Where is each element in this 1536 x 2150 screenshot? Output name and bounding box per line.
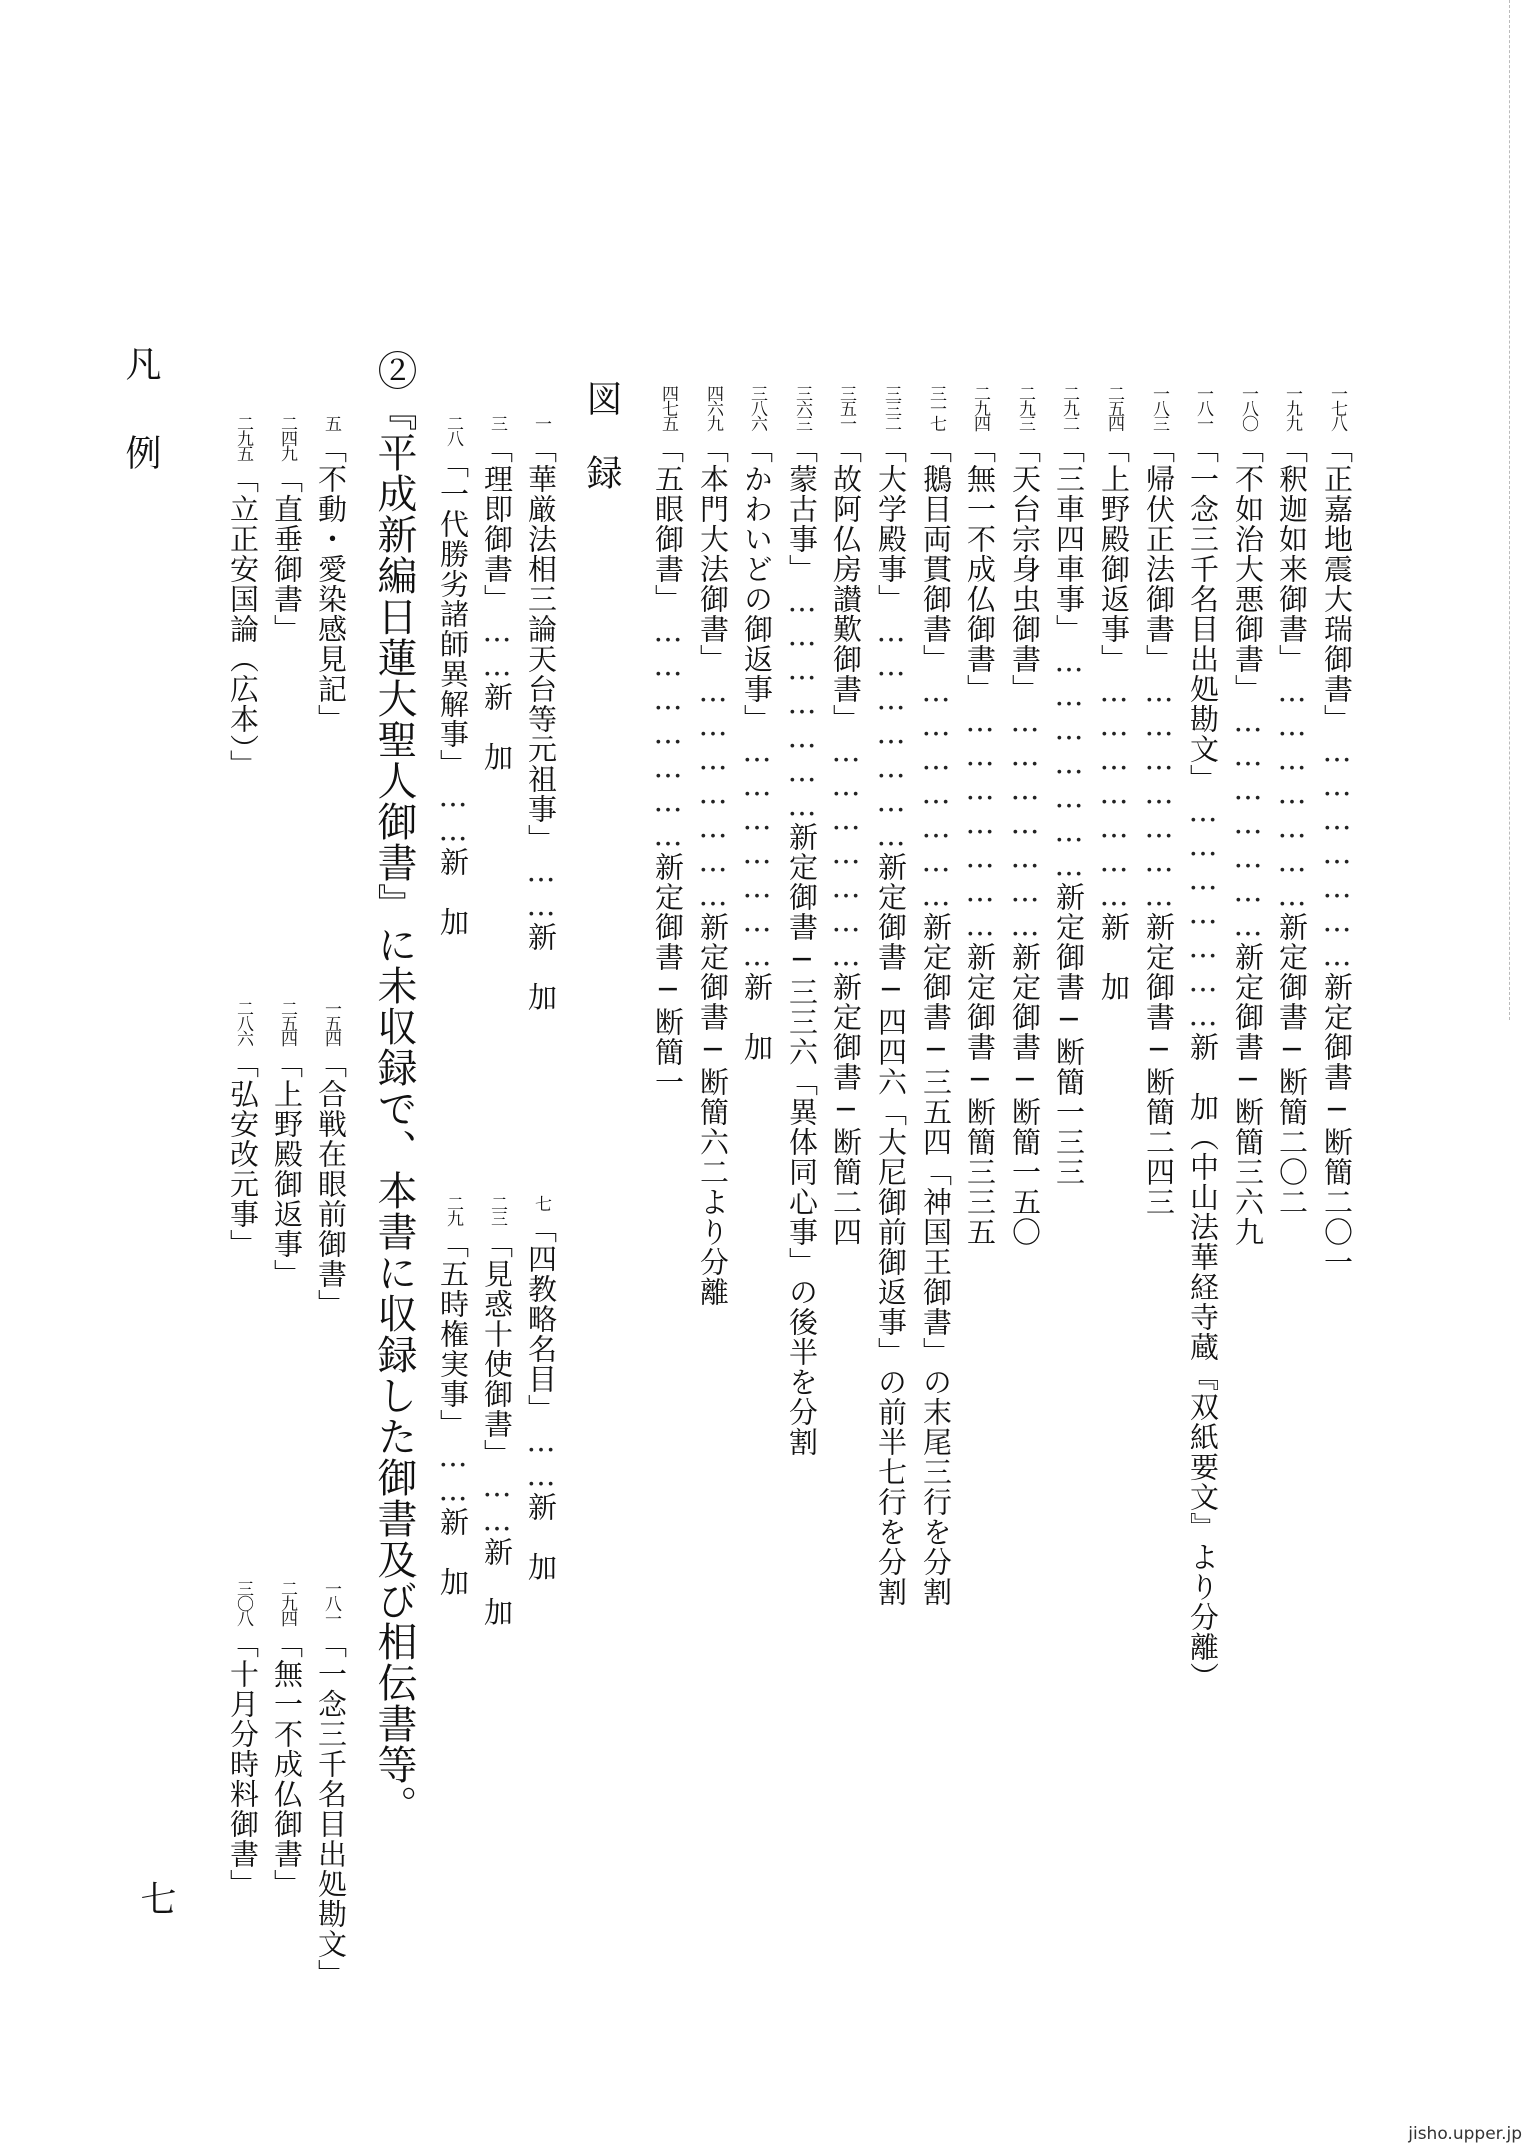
section2-marker: ②	[371, 350, 417, 391]
entry-note: 新定御書─断簡六二より分離	[696, 912, 730, 1307]
entry-title: 「弘安改元事」	[226, 1049, 260, 1259]
entry-note: 新定御書─三五四「神国王御書」の末尾三行を分割	[919, 912, 953, 1607]
entry-note: 新定御書─断簡二〇二	[1275, 912, 1309, 1217]
list1-entry	[737, 385, 777, 1062]
list1-entry	[1272, 385, 1312, 1217]
list2-entry	[433, 415, 473, 937]
entry-title: 「上野殿御返事」	[270, 1049, 304, 1289]
entry-number: 一八一	[1193, 385, 1213, 430]
entry-number: 四七五	[658, 385, 678, 430]
entry-title: 「無一不成仏御書」	[270, 1629, 304, 1899]
list1-entry	[1139, 385, 1179, 1217]
entry-title: 「五眼御書」	[651, 434, 685, 614]
list5-entry	[223, 1000, 263, 1259]
dot-leader: …………………	[1320, 734, 1354, 972]
entry-note: 新定御書─断簡一	[651, 852, 685, 1097]
entry-title: 「一念三千名目出処勘文」	[1186, 434, 1220, 794]
dot-leader: …………………	[1142, 674, 1176, 912]
entry-number: 二五四	[277, 1000, 297, 1045]
list2-entry	[521, 415, 561, 1012]
entry-note: 新定御書─四四六「大尼御前御返事」の前半七行を分割	[874, 852, 908, 1607]
entry-number: 一五四	[321, 1000, 341, 1045]
header-char-2: 例	[120, 434, 161, 471]
entry-title: 「合戦在眼前御書」	[314, 1049, 348, 1319]
entry-number: 三八六	[747, 385, 767, 430]
entry-title: 「不如治大悪御書」	[1231, 434, 1265, 704]
entry-note: 新定御書─断簡三六九	[1231, 942, 1265, 1247]
scan-edge-divider	[1509, 0, 1510, 1020]
entry-number: 三	[487, 415, 507, 430]
entry-title: 「大学殿事」	[874, 434, 908, 614]
dot-leader: …………………	[651, 614, 685, 852]
header-char-1: 凡	[120, 345, 161, 382]
list6-entry	[267, 1580, 307, 1899]
dot-leader: …………………	[874, 614, 908, 852]
entry-number: 二九五	[233, 415, 253, 460]
list1-entry	[1183, 385, 1223, 1692]
entry-number: 二五四	[1104, 385, 1124, 430]
entry-title: 「見惑十使御書」	[480, 1229, 514, 1469]
entry-title: 「故阿仏房讃歎御書」	[829, 434, 863, 734]
list1-entry	[1005, 385, 1045, 1247]
zuroku-heading	[581, 380, 621, 491]
footer-site: jisho.upper.jp	[1408, 2124, 1522, 2144]
list1-entry	[960, 385, 1000, 1247]
entry-title: 「上野殿御返事」	[1097, 434, 1131, 674]
list1-entry	[826, 385, 866, 1247]
list1-entry	[1094, 385, 1134, 1002]
entry-mark: 新 加	[436, 1507, 470, 1597]
dot-leader: …………………	[1231, 704, 1265, 942]
entry-number: 二三	[487, 1195, 507, 1225]
list1-entry	[1228, 385, 1268, 1247]
entry-title: 「四教略名目」	[524, 1214, 558, 1424]
entry-title: 「鵝目両貫御書」	[919, 434, 953, 674]
entry-mark: 新 加	[524, 1492, 558, 1582]
entry-number: 一八三	[1149, 385, 1169, 430]
list1-entry	[916, 385, 956, 1607]
entry-title: 「正嘉地震大瑞御書」	[1320, 434, 1354, 734]
entry-number: 二八	[443, 415, 463, 445]
entry-note: 新定御書─断簡二四三	[1142, 912, 1176, 1217]
dot-leader: …………………	[696, 674, 730, 912]
list1-entry	[693, 385, 733, 1307]
entry-title: 「理即御書」	[480, 434, 514, 614]
entry-note: 新定御書─断簡一五〇	[1008, 942, 1042, 1247]
entry-mark: 新 加	[480, 1537, 514, 1627]
entry-title: 「釈迦如来御書」	[1275, 434, 1309, 674]
entry-number: 二九二	[1059, 385, 1079, 430]
entry-title: 「十月分時料御書」	[226, 1629, 260, 1899]
entry-number: 四六九	[703, 385, 723, 430]
entry-mark: 新 加	[524, 922, 558, 1012]
entry-title: 「蒙古事」	[785, 434, 819, 584]
list3-entry	[521, 1195, 561, 1582]
entry-mark: 新 加	[436, 847, 470, 937]
dot-leader: ……	[436, 779, 470, 847]
entry-number: 一八一	[321, 1580, 341, 1625]
list6-entry	[311, 1580, 351, 1989]
entry-number: 一七八	[1327, 385, 1347, 430]
entry-note: 新 加（中山法華経寺蔵『双紙要文』より分離）	[1186, 1032, 1220, 1692]
entry-number: 二四九	[277, 415, 297, 460]
dot-leader: …………………	[740, 734, 774, 972]
list1-entry	[782, 385, 822, 1457]
entry-number: 三六三	[792, 385, 812, 430]
entry-number: 三三二	[881, 385, 901, 430]
entry-mark: 新 加	[480, 682, 514, 772]
entry-number: 二九四	[970, 385, 990, 430]
dot-leader: …………………	[1186, 794, 1220, 1032]
entry-note: 新 加	[740, 972, 774, 1062]
entry-number: 三一七	[926, 385, 946, 430]
entry-number: 一八〇	[1238, 385, 1258, 430]
list3-entry	[477, 1195, 517, 1627]
list1-entry	[648, 385, 688, 1097]
entry-note: 新定御書─断簡三三五	[963, 942, 997, 1247]
entry-number: 二八六	[233, 1000, 253, 1045]
entry-number: 二九四	[277, 1580, 297, 1625]
section2-text: 『平成新編日蓮大聖人御書』に未収録で、本書に収録した御書及び相伝書等。	[371, 391, 417, 1826]
list6-entry	[223, 1580, 263, 1899]
list5-entry	[311, 1000, 351, 1319]
dot-leader: ……	[524, 854, 558, 922]
list3-entry	[433, 1195, 473, 1597]
entry-title: 「本門大法御書」	[696, 434, 730, 674]
dot-leader: ……	[480, 614, 514, 682]
dot-leader: …………………	[919, 674, 953, 912]
entry-note: 新定御書─断簡二〇一	[1320, 972, 1354, 1277]
zuroku-label: 図 録	[581, 380, 622, 491]
entry-title: 「直垂御書」	[270, 464, 304, 644]
entry-number: 一	[531, 415, 551, 430]
list4-entry	[311, 415, 351, 734]
page-number-text: 七	[135, 1880, 176, 1917]
entry-number: 七	[531, 1195, 551, 1210]
dot-leader: …………………	[963, 704, 997, 942]
dot-leader: ……	[436, 1439, 470, 1507]
entry-note: 新定御書─三三六「異体同心事」の後半を分割	[785, 822, 819, 1457]
entry-title: 「五時権実事」	[436, 1229, 470, 1439]
dot-leader: …………………	[1008, 704, 1042, 942]
list2-entry	[477, 415, 517, 772]
list1-entry	[871, 385, 911, 1607]
list1-entry	[1049, 385, 1089, 1187]
dot-leader: …………………	[829, 734, 863, 972]
dot-leader: ……	[524, 1424, 558, 1492]
page-number	[135, 1880, 175, 1917]
entry-title: 「立正安国論（広本）」	[226, 464, 260, 780]
entry-title: 「無一不成仏御書」	[963, 434, 997, 704]
entry-title: 「一代勝劣諸師異解事」	[436, 449, 470, 779]
section2-heading	[370, 350, 418, 1826]
entry-number: 五	[321, 415, 341, 430]
header-title	[120, 345, 160, 471]
entry-number: 二九三	[1015, 385, 1035, 430]
entry-title: 「天台宗身虫御書」	[1008, 434, 1042, 704]
entry-title: 「不動・愛染感見記」	[314, 434, 348, 734]
entry-title: 「三車四車事」	[1052, 434, 1086, 644]
entry-number: 三五一	[836, 385, 856, 430]
entry-title: 「かわいどの御返事」	[740, 434, 774, 734]
dot-leader: …………………	[1052, 644, 1086, 882]
list1-entry	[1317, 385, 1357, 1277]
entry-title: 「一念三千名目出処勘文」	[314, 1629, 348, 1989]
entry-note: 新 加	[1097, 912, 1131, 1002]
list5-entry	[267, 1000, 307, 1289]
entry-note: 新定御書─断簡一三三	[1052, 882, 1086, 1187]
dot-leader: ……	[480, 1469, 514, 1537]
entry-number: 一九九	[1282, 385, 1302, 430]
entry-number: 二九	[443, 1195, 463, 1225]
entry-note: 新定御書─断簡二四	[829, 972, 863, 1247]
dot-leader: …………………	[1275, 674, 1309, 912]
entry-title: 「華厳法相三論天台等元祖事」	[524, 434, 558, 854]
dot-leader: …………………	[785, 584, 819, 822]
entry-number: 三〇八	[233, 1580, 253, 1625]
entry-title: 「帰伏正法御書」	[1142, 434, 1176, 674]
dot-leader: …………………	[1097, 674, 1131, 912]
list4-entry	[223, 415, 263, 780]
list4-entry	[267, 415, 307, 644]
